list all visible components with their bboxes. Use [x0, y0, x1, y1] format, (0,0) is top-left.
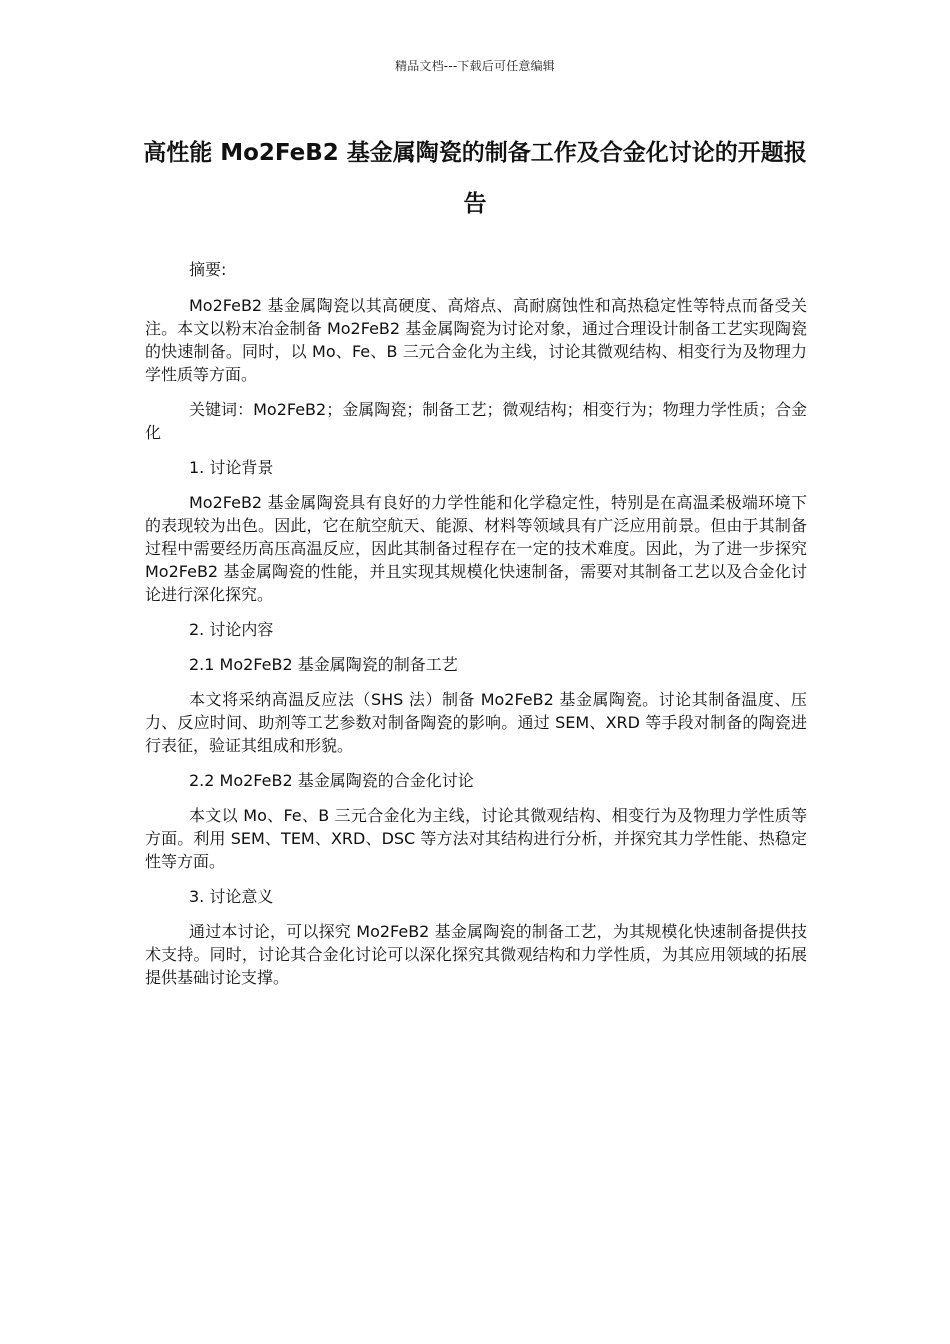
section-background-paragraph: Mo2FeB2 基金属陶瓷具有良好的力学性能和化学稳定性，特别是在高温柔极端环境下的表现较为出色。因此，它在航空航天、能源、材料等领域具有广泛应用前景。但由于其制备过程中需要经历高压高温反应，因此其制备过程存在一定的技术难度。因此，为了进一步探究 Mo2FeB2 基金属陶瓷的性能，并且实现其规模化快速制备，需要对其制备工艺以及合金化讨论进行深化探究。 — [145, 493, 807, 604]
subsection-heading-alloying: 2.2 Mo2FeB2 基金属陶瓷的合金化讨论 — [189, 771, 474, 790]
abstract-paragraph: Mo2FeB2 基金属陶瓷以其高硬度、高熔点、高耐腐蚀性和高热稳定性等特点而备受关注。本文以粉末冶金制备 Mo2FeB2 基金属陶瓷为讨论对象，通过合理设计制备工艺实现陶瓷的快速制备。同时，以 Mo、Fe、B 三元合金化为主线，讨论其微观结构、相变行为及物理力学性质等方面。 — [145, 296, 807, 384]
subsection-heading-preparation: 2.1 Mo2FeB2 基金属陶瓷的制备工艺 — [189, 655, 458, 674]
section-heading-background: 1. 讨论背景 — [189, 458, 274, 477]
document-body — [145, 258, 807, 1001]
document-title: 高性能 Mo2FeB2 基金属陶瓷的制备工作及合金化讨论的开题报告 — [143, 140, 807, 217]
header-note: 精品文档---下载后可任意编辑 — [395, 59, 555, 73]
abstract-label: 摘要: — [189, 260, 227, 279]
section-heading-significance: 3. 讨论意义 — [189, 887, 274, 906]
keywords-paragraph: 关键词：Mo2FeB2；金属陶瓷；制备工艺；微观结构；相变行为；物理力学性质；合金化 — [145, 400, 807, 442]
section-heading-content: 2. 讨论内容 — [189, 620, 274, 639]
section-significance-paragraph: 通过本讨论，可以探究 Mo2FeB2 基金属陶瓷的制备工艺，为其规模化快速制备提供技术支持。同时，讨论其合金化讨论可以深化探究其微观结构和力学性质，为其应用领域的拓展提供基础讨论支撑。 — [145, 922, 807, 987]
subsection-preparation-paragraph: 本文将采纳高温反应法（SHS 法）制备 Mo2FeB2 基金属陶瓷。讨论其制备温度、压力、反应时间、助剂等工艺参数对制备陶瓷的影响。通过 SEM、XRD 等手段对制备的陶瓷进行表征，验证其组成和形貌。 — [145, 690, 807, 755]
subsection-alloying-paragraph: 本文以 Mo、Fe、B 三元合金化为主线，讨论其微观结构、相变行为及物理力学性质等方面。利用 SEM、TEM、XRD、DSC 等方法对其结构进行分析，并探究其力学性能、热稳定性等方面。 — [145, 806, 807, 871]
